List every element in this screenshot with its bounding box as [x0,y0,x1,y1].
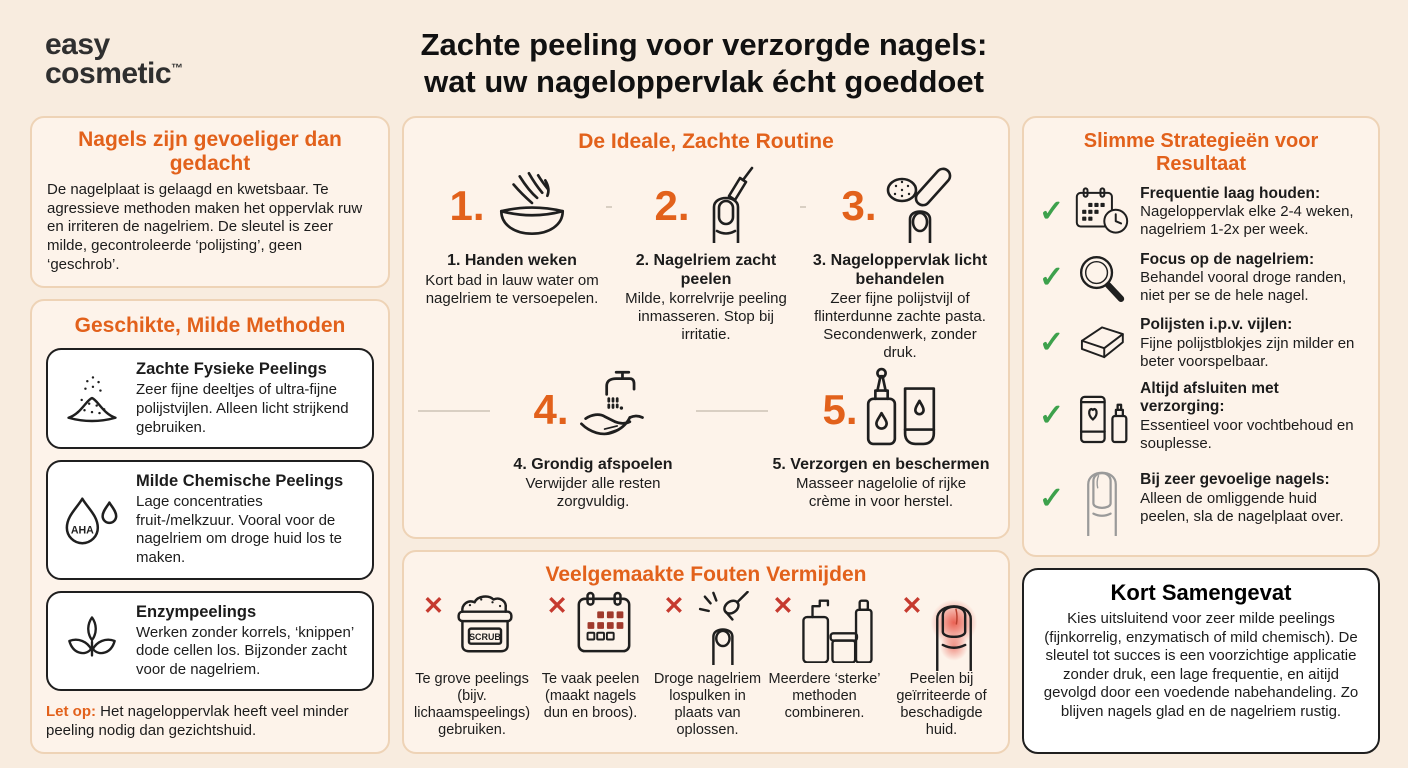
logo-line1: easy [45,28,110,61]
x-mark: ✕ [772,592,794,621]
method-title: Milde Chemische Peelings [136,472,344,491]
check-icon: ✓ [1039,481,1065,515]
routine-panel [402,116,1010,539]
calendar-clock-icon [1073,184,1131,240]
mistake-picking [651,591,764,739]
intro-title: Nagels zijn gevoeliger dan gedacht [78,128,342,176]
check-icon: ✓ [1039,399,1065,433]
step-body: Masseer nagelolie of rijke crème in voor herstel. [795,475,967,511]
hands-soak-icon [489,167,575,246]
scrub-label: SCRUB [469,632,501,643]
left-column [30,116,390,754]
strategies-title: Slimme Strategieën voor Resultaat [1083,130,1319,175]
strategy-aftercare [1039,380,1363,453]
step-figure [449,160,574,252]
content-grid [30,116,1378,754]
mistake-too-often [534,591,647,739]
step-body: Verwijder alle resten zorgvuldig. [525,475,661,511]
trademark-symbol: ™ [171,61,183,76]
strategy-sensitive [1039,462,1363,536]
mistake-coarse-scrub [414,591,530,739]
strategy-text [1140,251,1363,306]
routine-title: De Ideale, Zachte Routine [578,130,834,153]
strategy-text [1140,316,1363,371]
mistake-irritated-skin [885,591,998,739]
strategy-title: Frequentie laag houden: [1140,184,1321,202]
step-title: 5. Verzorgen en beschermen [772,455,990,473]
enzyme-leaves-icon [60,613,124,669]
mistake-figure [664,591,752,667]
aha-droplet-icon [60,491,124,549]
mistake-figure [773,591,877,667]
routine-step-2 [612,160,800,344]
routine-row-2 [418,364,994,511]
x-mark: ✕ [546,592,568,621]
step-title: 4. Grondig afspoelen [513,455,673,473]
strategy-polish [1039,316,1363,371]
cuticle-peel-icon [694,165,758,248]
routine-step-5 [768,364,994,511]
check-icon: ✓ [1039,195,1065,228]
mistake-caption: Te vaak peelen (maakt nagels dun en broos). [541,671,640,722]
mistake-combining [768,591,881,739]
methods-title: Geschikte, Milde Methoden [74,314,346,338]
scrub-jar-icon [449,591,521,660]
strategy-body: Fijne polijstblokjes zijn milder en beter voorspelbaar. [1140,334,1355,370]
powder-pile-icon [60,369,124,429]
mistake-caption: Peelen bij geïrriteerde of beschadigde huid. [896,671,987,739]
summary-title: Kort Samengevat [1110,580,1292,605]
check-icon: ✓ [1039,326,1065,360]
method-body: Werken zonder korrels, ‘knippen’ dode cellen los. Bijzonder zacht voor de nagelriem. [136,623,354,678]
methods-note [46,703,374,740]
method-card-enzyme [46,591,374,692]
strategy-body: Alleen de omliggende huid peelen, sla de nagelplaat over. [1140,490,1344,526]
routine-step-1 [418,160,606,307]
methods-panel [30,299,390,754]
step-connector [418,410,490,412]
strategy-body: Nageloppervlak elke 2-4 weken, nagelriem 1-2x per week. [1140,203,1354,239]
buffer-block-icon [1073,319,1131,367]
page-title [0,26,1408,100]
x-mark: ✕ [901,592,923,621]
check-icon: ✓ [1039,261,1065,294]
method-body: Zeer fijne deeltjes of ultra-fijne polijstvijlen. Alleen licht strijkend gebruiken. [136,381,349,436]
step-figure [533,364,652,456]
rinse-hands-icon [573,369,653,450]
note-label: Let op: [46,703,96,721]
center-column [402,116,1010,754]
mistakes-title: Veelgemaakte Fouten Vermijden [545,563,867,586]
mistake-caption: Meerdere ‘sterke’ methoden combineren. [768,671,881,722]
method-text [136,360,360,437]
right-column [1022,116,1380,754]
routine-step-3 [806,160,994,362]
picking-nail-icon [690,591,752,670]
routine-row-1 [418,160,994,362]
strategy-text [1140,380,1363,453]
strategy-frequency [1039,184,1363,240]
method-title: Enzympeelings [136,602,257,621]
step-figure [654,160,757,252]
title-line2: wat uw nageloppervlak écht goeddoet [424,64,984,100]
routine-step-4 [490,364,696,511]
strategy-text [1140,471,1363,526]
care-products-icon [862,366,940,453]
calendar-icon [573,591,635,662]
step-body: Kort bad in lauw water om nagelriem te versoepelen. [425,271,599,307]
step-figure [822,364,939,456]
mistake-caption: Droge nagelriem lospulken in plaats van oplossen. [653,671,762,739]
step-number: 4. [533,385,569,433]
step-body: Zeer fijne polijstvijl of flinterdunne zachte pasta. Secondenwerk, zonder druk. [814,289,986,361]
summary-panel [1022,568,1380,754]
irritated-nail-icon [927,591,981,676]
intro-body: De nagelplaat is gelaagd en kwetsbaar. Te agressieve methoden maken het oppervlak ruw en irriteren de nagelriem. De sleutel is zeer milde, gecontroleerde ‘polijsting’, geen ‘geschrob’. [47,181,363,273]
step-connector [696,410,768,412]
step-figure [841,160,958,252]
intro-panel [30,116,390,288]
mistake-figure [902,591,982,667]
step-number: 5. [822,385,858,433]
strategy-body: Behandel vooral droge randen, niet per se de hele nagel. [1140,269,1347,305]
buffer-file-icon [881,165,959,248]
mistakes-panel [402,550,1010,754]
mistake-caption: Te grove peelings (bijv. lichaamspeelings) gebruiken. [414,671,531,739]
step-number: 2. [654,182,690,230]
mistakes-row [414,591,998,739]
step-title: 2. Nagelriem zacht peelen [635,252,777,288]
strategy-body: Essentieel voor vochtbehoud en souplesse. [1140,416,1354,452]
step-number: 3. [841,182,877,230]
method-title: Zachte Fysieke Peelings [136,360,327,379]
strategy-cuticle-focus [1039,249,1363,307]
mistake-figure [547,591,635,667]
product-mix-icon [798,591,876,668]
step-title: 3. Nageloppervlak licht behandelen [812,252,988,288]
strategy-text [1140,185,1363,240]
strategy-title: Focus op de nagelriem: [1140,250,1315,268]
logo-line2: cosmetic™ [45,57,183,91]
mistake-figure [423,591,521,667]
title-line1: Zachte peeling voor verzorgde nagels: [420,27,988,62]
magnifier-icon [1073,249,1131,307]
strategy-title: Altijd afsluiten met verzorging: [1140,379,1279,416]
note-text: Het nageloppervlak heeft veel minder peeling nodig dan gezichtshuid. [46,703,349,739]
step-title: 1. Handen weken [447,252,577,270]
strategy-title: Bij zeer gevoelige nagels: [1140,471,1330,489]
method-card-chemical [46,460,374,579]
method-body: Lage concentraties fruit-/melkzuur. Vooral voor de nagelriem om droge huid los te maken. [136,493,342,566]
method-text [136,603,360,680]
x-mark: ✕ [663,592,685,621]
step-body: Milde, korrelvrije peeling inmasseren. Stop bij irritatie. [625,289,787,343]
strategy-title: Polijsten i.p.v. vijlen: [1140,316,1293,333]
method-text [136,472,360,567]
gentle-nail-icon [1073,462,1131,536]
x-mark: ✕ [423,592,444,621]
care-tube-icon [1073,383,1131,449]
aha-label: AHA [70,524,94,537]
step-number: 1. [449,182,485,230]
method-card-physical [46,348,374,449]
strategies-panel [1022,116,1380,557]
summary-body: Kies uitsluitend voor zeer milde peelings (fijnkorrelig, enzymatisch of mild chemisch). De sleutel tot succes is een voorzichtige applicatie zonder druk, een lage frequentie, en aitijd gevolgd door een voedende nabehandeling. Zo blijven nagels glad en de nagelriem rustig. [1043,610,1359,720]
